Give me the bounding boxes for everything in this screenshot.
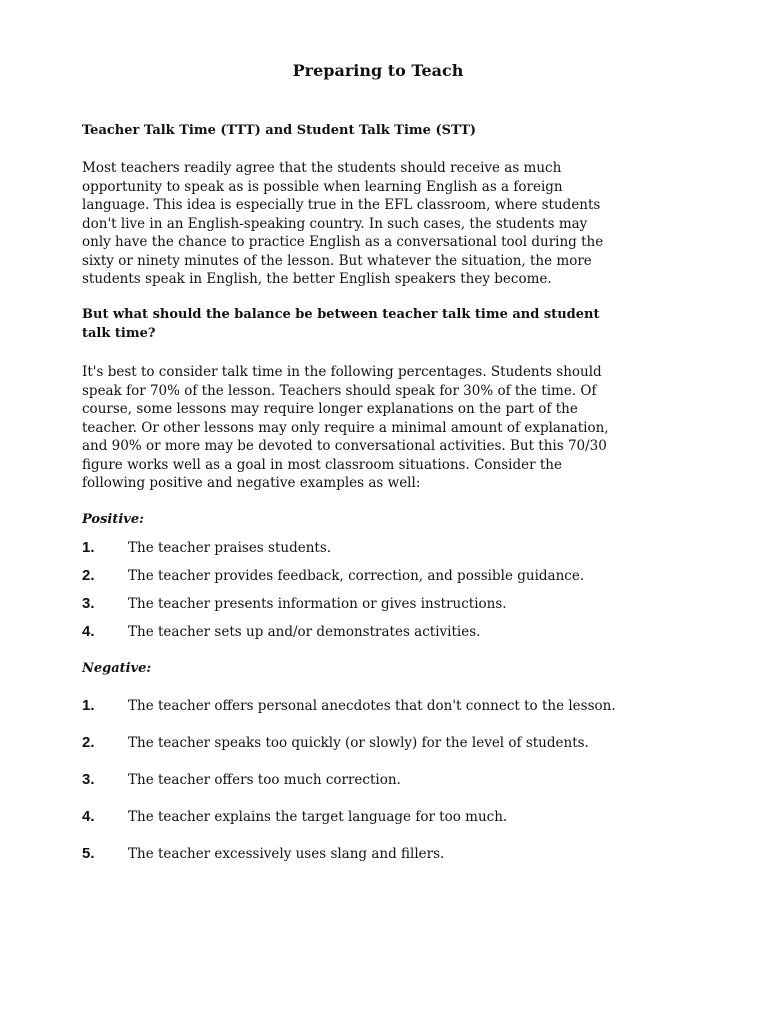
item-text: The teacher explains the target language for too much. — [128, 809, 508, 825]
item-number: 3. — [82, 595, 95, 612]
intro-line: sixty or ninety minutes of the lesson. But whatever the situation, the more — [82, 252, 592, 269]
intro-paragraph — [82, 159, 682, 289]
question-line: talk time? — [82, 325, 156, 341]
negative-list-item — [82, 734, 702, 754]
balance-line: speak for 70% of the lesson. Teachers should speak for 30% of the time. Of — [82, 382, 597, 399]
item-text: The teacher offers too much correction. — [128, 772, 401, 788]
item-text: The teacher presents information or gives instructions. — [128, 596, 507, 612]
item-number: 1. — [82, 539, 95, 556]
intro-line: Most teachers readily agree that the students should receive as much — [82, 160, 562, 176]
item-number: 1. — [82, 697, 95, 714]
intro-line: students speak in English, the better English speakers they become. — [82, 271, 552, 287]
negative-list-item — [82, 697, 702, 717]
negative-list-item — [82, 845, 702, 865]
intro-line: only have the chance to practice English as a conversational tool during the — [82, 234, 604, 250]
positive-list-item — [82, 623, 702, 643]
balance-line: figure works well as a goal in most classroom situations. Consider the — [82, 456, 562, 473]
item-text: The teacher speaks too quickly (or slowly) for the level of students. — [128, 735, 589, 751]
item-number: 3. — [82, 771, 95, 788]
item-number: 4. — [82, 623, 95, 640]
balance-line: following positive and negative examples as well: — [82, 475, 421, 491]
balance-line: and 90% or more may be devoted to conversational activities. But this 70/30 — [82, 438, 607, 454]
item-number: 4. — [82, 808, 95, 825]
negative-label: Negative: — [82, 661, 152, 676]
item-number: 2. — [82, 567, 95, 584]
negative-list-item — [82, 808, 702, 828]
intro-line: don't live in an English-speaking country. In such cases, the students may — [82, 215, 588, 232]
balance-question-heading — [82, 306, 682, 343]
positive-label: Positive: — [82, 512, 144, 527]
balance-paragraph — [82, 363, 682, 493]
intro-line: language. This idea is especially true in the EFL classroom, where students — [82, 197, 601, 213]
question-line: But what should the balance be between teacher talk time and student — [82, 307, 600, 322]
item-text: The teacher provides feedback, correction, and possible guidance. — [128, 568, 585, 584]
item-text: The teacher offers personal anecdotes that don't connect to the lesson. — [128, 698, 616, 714]
balance-line: It's best to consider talk time in the following percentages. Students should — [82, 364, 602, 380]
balance-line: teacher. Or other lessons may only require a minimal amount of explanation, — [82, 419, 609, 436]
negative-list-item — [82, 771, 702, 791]
page-title: Preparing to Teach — [292, 61, 464, 80]
item-number: 5. — [82, 845, 95, 862]
item-text: The teacher excessively uses slang and fillers. — [128, 846, 445, 862]
item-number: 2. — [82, 734, 95, 751]
section-heading: Teacher Talk Time (TTT) and Student Talk Time (STT) — [82, 123, 477, 138]
item-text: The teacher praises students. — [128, 540, 332, 556]
positive-list-item — [82, 595, 702, 615]
item-text: The teacher sets up and/or demonstrates activities. — [128, 624, 481, 640]
balance-line: course, some lessons may require longer explanations on the part of the — [82, 401, 578, 417]
positive-list-item — [82, 567, 702, 587]
positive-list-item — [82, 539, 702, 559]
intro-line: opportunity to speak as is possible when learning English as a foreign — [82, 178, 563, 195]
